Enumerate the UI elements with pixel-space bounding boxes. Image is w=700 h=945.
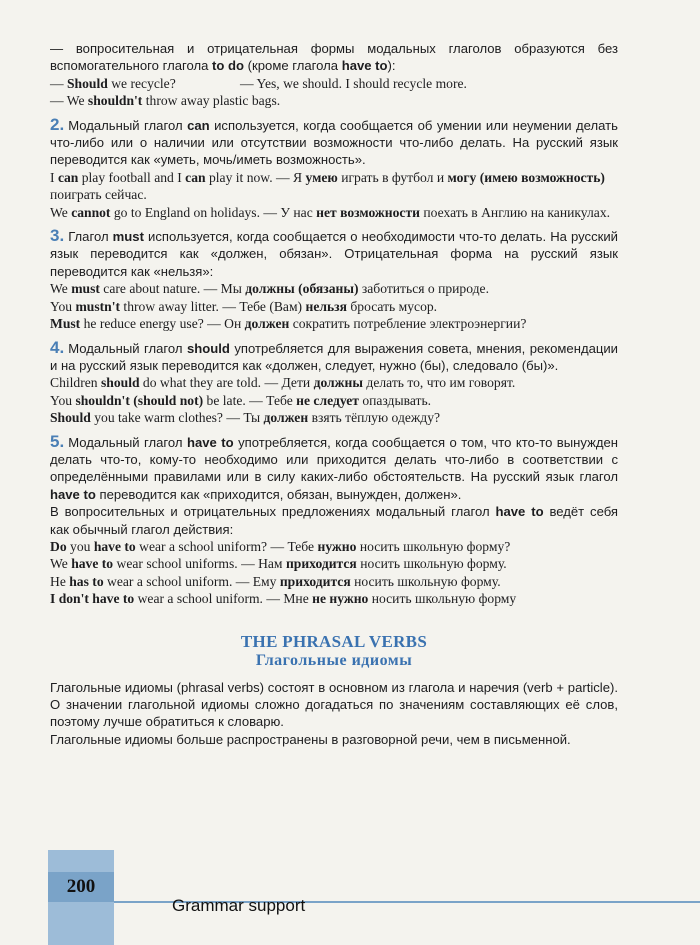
section-can: 2. Модальный глагол can используется, когда сообщается об умении или неумении делать что-либо или о наличии или отсутствии возможности что-либо делать. На русский язык переводится как «уметь, мочь/иметь возможность». — [50, 114, 618, 168]
dialog-question: — Should we recycle? — [50, 75, 176, 91]
example-sentence: Must he reduce energy use? — Он должен сократить потребление электроэнергии? — [50, 316, 527, 332]
section-title: THE PHRASAL VERBS — [240, 631, 428, 651]
page-content — [50, 40, 618, 748]
intro-paragraph — [50, 40, 618, 75]
section-must: 3. Глагол must используется, когда сообщается о необходимости что-то делать. На русский язык переводится как «должен, обязан». Отрицательная форма на русский язык переводится как «нельзя»: — [50, 226, 618, 279]
example-sentence: He has to wear a school uniform. — Ему приходится носить школьную форму. — [50, 573, 501, 589]
dialog-example — [50, 75, 618, 92]
phrasal-verbs-heading — [50, 632, 618, 671]
section-number: 5. — [50, 431, 65, 451]
example-sentence: I can play football and I can play it now. — Я умею играть в футбол и могу (имею возможность) поиграть сейчас. — [50, 169, 605, 203]
page-number: 200 — [48, 872, 114, 902]
example-sentence: Should you take warm clothes? — Ты должен взять тёплую одежду? — [50, 410, 441, 426]
example-sentence: We have to wear school uniforms. — Нам приходится носить школьную форму. — [50, 556, 507, 572]
dialog-answer-2: — We shouldn't throw away plastic bags. — [50, 93, 281, 109]
section-subtitle: Глагольные идиомы — [255, 651, 413, 669]
example-sentence: We cannot go to England on holidays. — У нас нет возможности поехать в Англию на каникулах. — [50, 204, 611, 220]
have-to-note: В вопросительных и отрицательных предложениях модальный глагол have to ведёт себя как обычный глагол действия: — [50, 504, 619, 537]
phrasal-paragraph: Глагольные идиомы (phrasal verbs) состоят в основном из глагола и наречия (verb + particle). О значении глагольной идиомы сложно догадаться по значениям составляющих её слов, поэтому лучше обратиться к словарю. — [50, 679, 618, 730]
text: ): — [387, 58, 396, 74]
bold-term: to do — [212, 58, 245, 74]
bold-term: have to — [341, 58, 388, 74]
example-sentence: You mustn't throw away litter. — Тебе (Вам) нельзя бросать мусор. — [50, 298, 438, 314]
section-should: 4. Модальный глагол should употребляется для выражения совета, мнения, рекомендации и на русский язык переводится как «должен, следует, нужно (бы), следовало (бы)». — [50, 337, 618, 373]
dialog-answer-1: — Yes, we should. I should recycle more. — [240, 75, 467, 91]
section-footer: Grammar support — [172, 896, 306, 915]
text: (кроме глагола — [244, 58, 342, 74]
example-sentence: You shouldn't (should not) be late. — Тебе не следует опаздывать. — [50, 392, 432, 408]
example-sentence: We must care about nature. — Мы должны (обязаны) заботиться о природе. — [50, 281, 489, 297]
section-number: 3. — [50, 226, 65, 246]
example-sentence: Do you have to wear a school uniform? — Тебе нужно носить школьную форму? — [50, 538, 511, 554]
example-sentence: Children should do what they are told. — Дети должны делать то, что им говорят. — [50, 375, 516, 391]
section-number: 2. — [50, 114, 65, 134]
section-have-to: 5. Модальный глагол have to употребляется, когда сообщается о том, что кто-то вынужден делать что-то, кому-то необходимо или приходится делать что-либо в соответствии с определёнными правилами или в силу каких-либо обстоятельств. На русский язык глагол have to переводится как «приходится, обязан, вынужден, должен». — [50, 431, 618, 502]
text: — вопросительная и отрицательная формы модальных глаголов образуются без вспомогательного глагола — [50, 41, 618, 74]
example-sentence: I don't have to wear a school uniform. — Мне не нужно носить школьную форму — [50, 591, 517, 607]
section-number: 4. — [50, 337, 65, 357]
phrasal-paragraph: Глагольные идиомы больше распространены в разговорной речи, чем в письменной. — [50, 731, 571, 747]
